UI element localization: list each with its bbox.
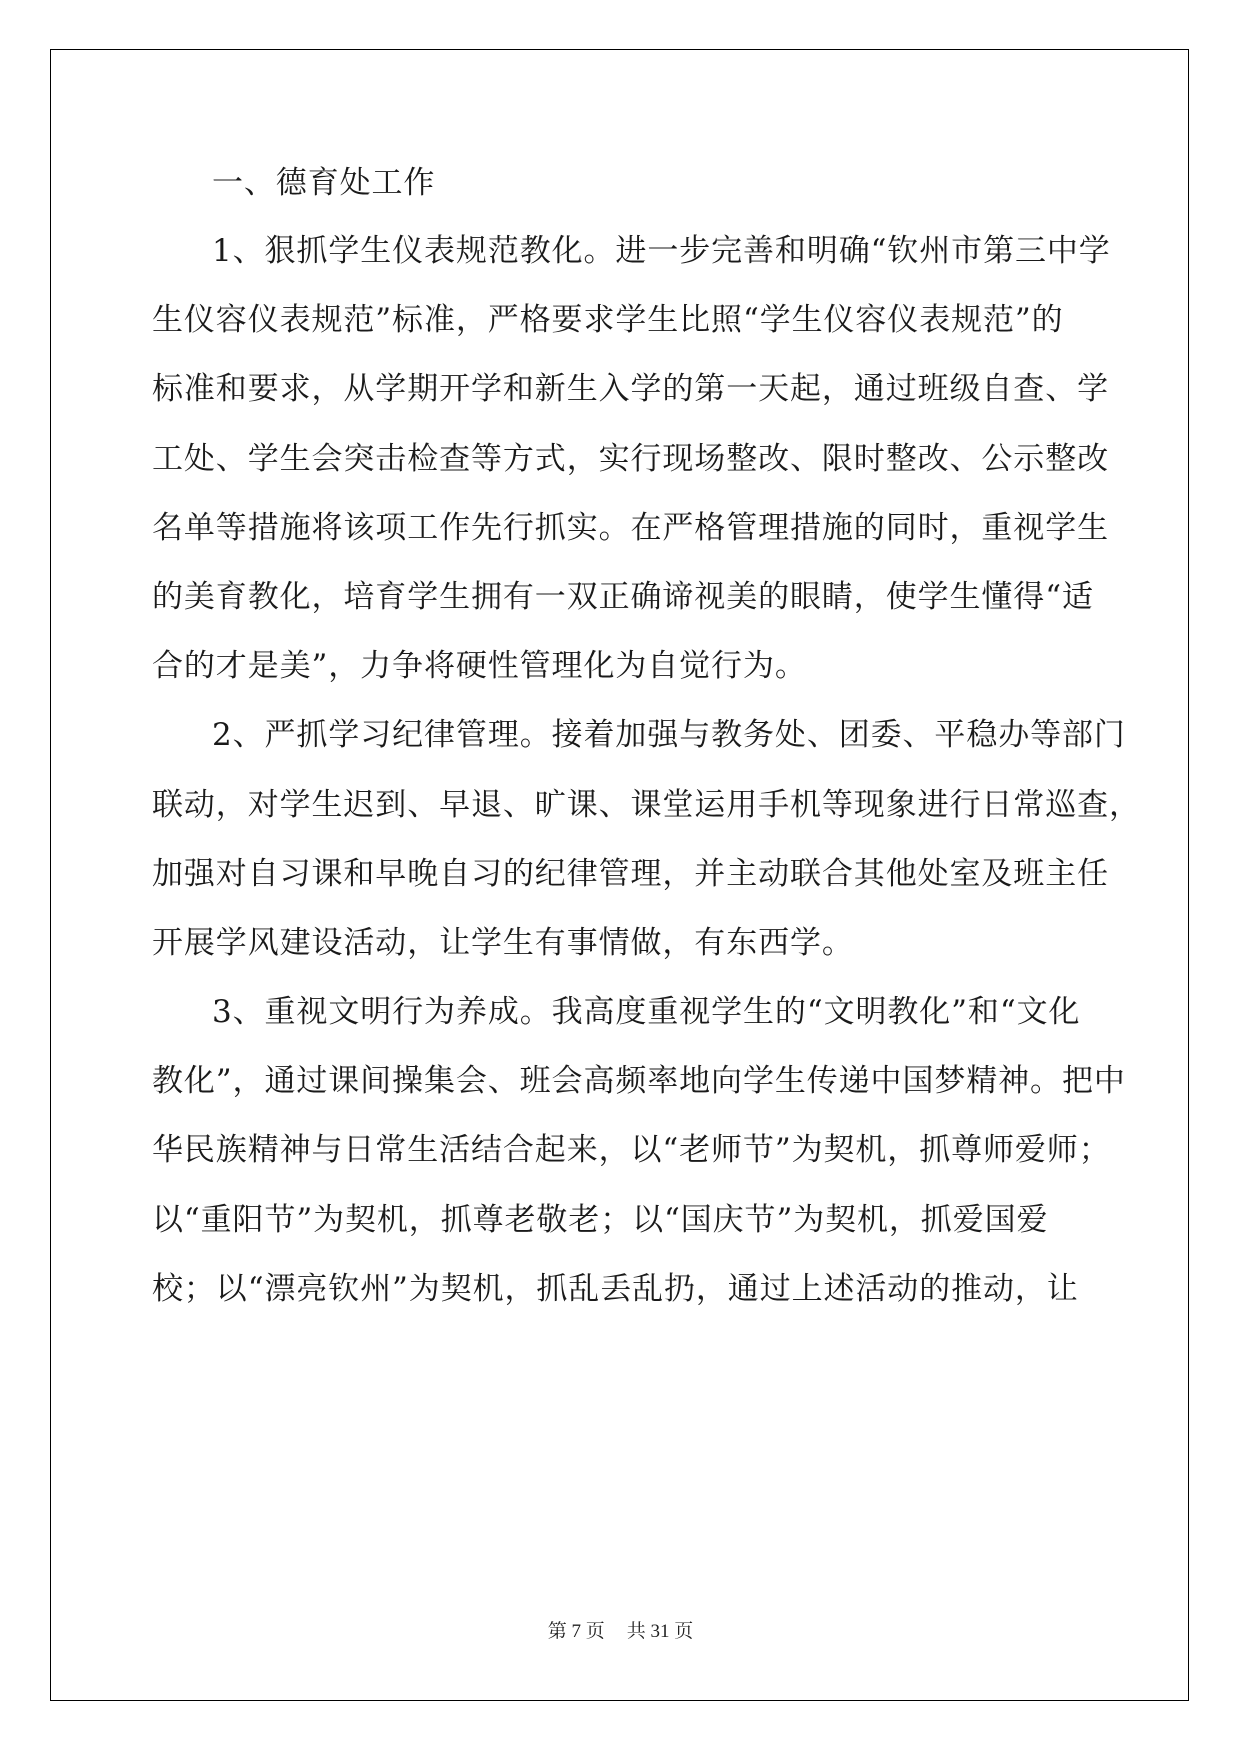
paragraph-line: 教化”，通过课间操集会、班会高频率地向学生传递中国梦精神。把中 <box>152 1063 1126 1099</box>
page-total: 共 31 页 <box>626 1621 694 1642</box>
paragraph-line: 合的才是美”，力争将硬性管理化为自觉行为。 <box>152 648 807 684</box>
paragraph-line: 1、狠抓学生仪表规范教化。进一步完善和明确“钦州市第三中学 <box>212 233 1111 269</box>
paragraph-line: 加强对自习课和早晚自习的纪律管理，并主动联合其他处室及班主任 <box>152 856 1109 892</box>
paragraph-line: 工处、学生会突击检查等方式，实行现场整改、限时整改、公示整改 <box>152 441 1109 477</box>
page-number: 第 7 页 <box>547 1621 605 1642</box>
paragraph-line: 开展学风建设活动，让学生有事情做，有东西学。 <box>152 925 854 961</box>
paragraph-line: 生仪容仪表规范”标准，严格要求学生比照“学生仪容仪表规范”的 <box>152 302 1064 338</box>
section-heading: 一、德育处工作 <box>212 165 436 201</box>
paragraph-line: 标准和要求，从学期开学和新生入学的第一天起，通过班级自查、学 <box>152 371 1109 407</box>
paragraph-line: 3、重视文明行为养成。我高度重视学生的“文明教化”和“文化 <box>212 994 1081 1030</box>
paragraph-line: 联动，对学生迟到、早退、旷课、课堂运用手机等现象进行日常巡查， <box>152 787 1141 823</box>
paragraph-line: 的美育教化，培育学生拥有一双正确谛视美的眼睛，使学生懂得“适 <box>152 579 1094 615</box>
paragraph-line: 2、严抓学习纪律管理。接着加强与教务处、团委、平稳办等部门 <box>212 717 1126 753</box>
page-footer <box>0 1620 1241 1644</box>
paragraph-line: 名单等措施将该项工作先行抓实。在严格管理措施的同时，重视学生 <box>152 510 1109 546</box>
paragraph-line: 以“重阳节”为契机，抓尊老敬老；以“国庆节”为契机，抓爱国爱 <box>152 1202 1049 1238</box>
paragraph-line: 校；以“漂亮钦州”为契机，抓乱丢乱扔，通过上述活动的推动，让 <box>152 1271 1079 1307</box>
paragraph-line: 华民族精神与日常生活结合起来，以“老师节”为契机，抓尊师爱师； <box>152 1132 1111 1168</box>
